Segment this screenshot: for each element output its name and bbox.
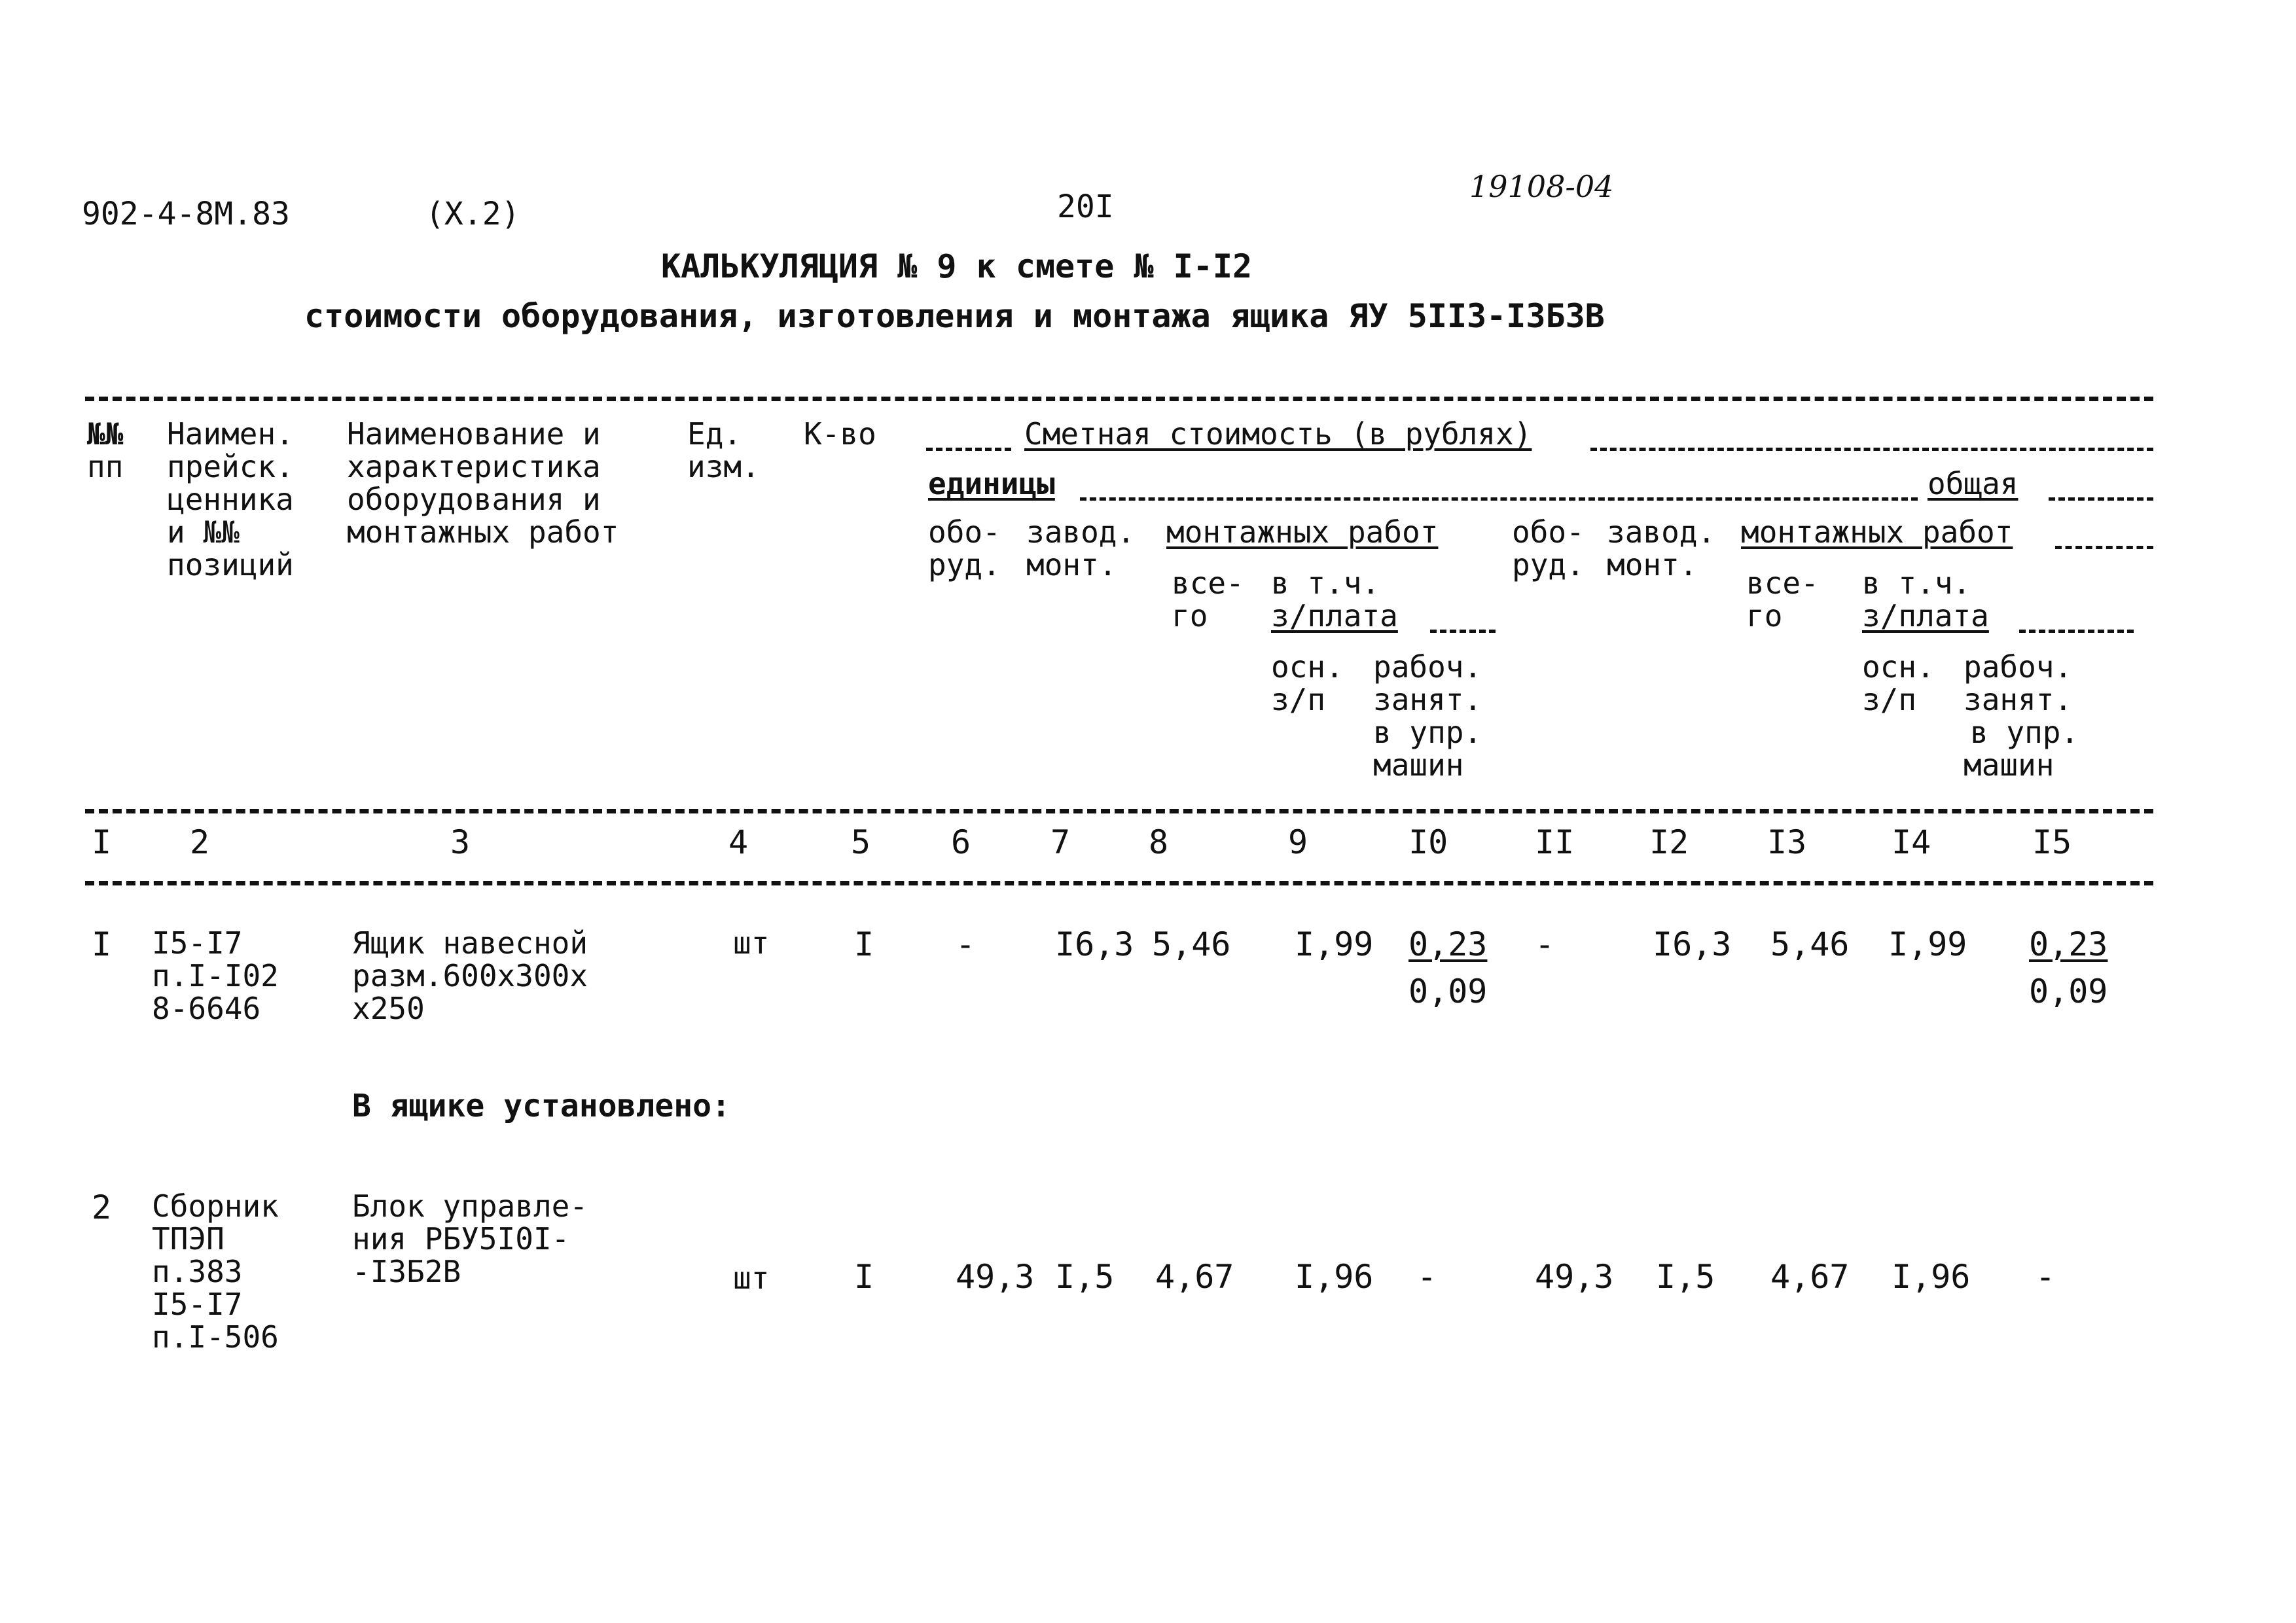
col-number-3: 3	[450, 823, 471, 861]
row2-col13: 4,67	[1770, 1258, 1850, 1296]
row2-price-ref-line2: ТПЭП	[152, 1221, 224, 1257]
row2-price-ref-line4: I5-I7	[152, 1287, 243, 1322]
row1-col14: I,99	[1888, 925, 1967, 963]
total-base-wage-line1: осн.	[1862, 649, 1935, 685]
unit-workers-line3: в упр.	[1373, 715, 1482, 750]
total-cost-group: общая	[1928, 466, 2018, 501]
row2-col8: 4,67	[1155, 1258, 1234, 1296]
total-incl: в т.ч.	[1862, 565, 1971, 601]
column-numbers-bottom-rule	[85, 881, 2153, 885]
row2-col12: I,5	[1656, 1258, 1715, 1296]
row2-number: 2	[92, 1188, 112, 1226]
row1-col10-top: 0,23	[1408, 925, 1488, 963]
unit-factory-line2: монт.	[1026, 547, 1117, 582]
total-total-line1: все-	[1746, 565, 1819, 601]
col-number-4: 4	[728, 823, 749, 861]
row2-price-ref-line1: Сборник	[152, 1188, 279, 1224]
unit-base-wage-line2: з/п	[1271, 682, 1326, 717]
unit-equip-line2: руд.	[928, 547, 1001, 582]
header-price-ref-line3: ценника	[167, 482, 294, 517]
row1-price-ref-line2: п.I-I02	[152, 958, 279, 993]
total-wage-rule	[2019, 630, 2134, 633]
col-number-14: I4	[1892, 823, 1931, 861]
subgroup-rule-right	[2049, 497, 2153, 501]
header-name-line4: монтажных работ	[347, 514, 619, 550]
row2-price-ref-line5: п.I-506	[152, 1319, 279, 1355]
row1-col10-bottom: 0,09	[1408, 972, 1488, 1010]
page-number: 20I	[1057, 188, 1114, 225]
row1-col12: I6,3	[1653, 925, 1732, 963]
row1-price-ref-line1: I5-I7	[152, 925, 243, 961]
document-code: 902-4-8М.83	[82, 196, 290, 232]
document-subtitle: стоимости оборудования, изготовления и монтажа ящика ЯУ 5II3-I3Б3В	[304, 297, 1605, 335]
row1-number: I	[92, 925, 112, 963]
row1-col15-top: 0,23	[2029, 925, 2108, 963]
row1-unit: шт	[733, 925, 770, 961]
header-num-line1: №№	[87, 416, 124, 452]
header-unit-line1: Ед.	[687, 416, 742, 452]
row2-name-line2: ния РБУ5I0I-	[352, 1221, 570, 1257]
unit-wage: з/плата	[1271, 598, 1398, 633]
unit-workers-line4: машин	[1373, 747, 1464, 783]
unit-wage-rule	[1430, 630, 1496, 633]
handwritten-reference: 19108-04	[1469, 169, 1614, 204]
row1-col11: -	[1535, 925, 1555, 963]
row1-col15-bottom: 0,09	[2029, 972, 2108, 1010]
header-price-ref-line2: прейск.	[167, 449, 294, 484]
section-note: В ящике установлено:	[352, 1088, 730, 1124]
total-base-wage-line2: з/п	[1862, 682, 1917, 717]
row2-quantity: I	[854, 1258, 874, 1296]
row2-col10: -	[1417, 1258, 1437, 1296]
row2-name-line1: Блок управле-	[352, 1188, 588, 1224]
document-title: КАЛЬКУЛЯЦИЯ № 9 к смете № I-I2	[661, 247, 1253, 285]
row2-col14: I,96	[1892, 1258, 1971, 1296]
header-quantity: К-во	[804, 416, 876, 452]
col-number-7: 7	[1050, 823, 1071, 861]
row2-col9: I,96	[1295, 1258, 1374, 1296]
col-number-2: 2	[190, 823, 210, 861]
row1-col7: I6,3	[1055, 925, 1134, 963]
total-wage: з/плата	[1862, 598, 1989, 633]
album-number: (X.2)	[425, 196, 520, 232]
row1-col9: I,99	[1295, 925, 1374, 963]
col-number-10: I0	[1408, 823, 1448, 861]
cost-title-rule-right	[1590, 448, 2153, 451]
unit-base-wage-line1: осн.	[1271, 649, 1344, 685]
total-workers-line4: машин	[1964, 747, 2054, 783]
row2-col15: -	[2036, 1258, 2056, 1296]
total-equip-line2: руд.	[1512, 547, 1585, 582]
row1-name-line2: разм.600х300х	[352, 958, 588, 993]
row2-col11: 49,3	[1535, 1258, 1614, 1296]
cost-title-rule-left	[926, 448, 1011, 451]
unit-workers-line2: занят.	[1373, 682, 1482, 717]
col-number-1: I	[92, 823, 112, 861]
total-montage-works: монтажных работ	[1741, 514, 2013, 550]
total-total-line2: го	[1746, 598, 1783, 633]
table-top-rule	[85, 397, 2153, 401]
col-number-12: I2	[1649, 823, 1689, 861]
unit-factory-line1: завод.	[1026, 514, 1136, 550]
unit-total-line1: все-	[1172, 565, 1244, 601]
unit-total-line2: го	[1172, 598, 1208, 633]
col-number-6: 6	[951, 823, 971, 861]
header-unit-line2: изм.	[687, 449, 760, 484]
header-name-line3: оборудования и	[347, 482, 601, 517]
header-num-line2: пп	[87, 449, 124, 484]
col-number-15: I5	[2032, 823, 2072, 861]
row2-price-ref-line3: п.383	[152, 1254, 243, 1289]
total-montage-rule	[2055, 546, 2153, 549]
row2-name-line3: -I3Б2В	[352, 1254, 461, 1289]
total-workers-line1: рабоч.	[1964, 649, 2073, 685]
row1-quantity: I	[854, 925, 874, 963]
unit-equip-line1: обо-	[928, 514, 1001, 550]
col-number-5: 5	[851, 823, 871, 861]
total-workers-line2: занят.	[1964, 682, 2073, 717]
col-number-9: 9	[1288, 823, 1308, 861]
row1-name-line1: Ящик навесной	[352, 925, 588, 961]
col-number-8: 8	[1149, 823, 1169, 861]
row2-col7: I,5	[1055, 1258, 1115, 1296]
header-name-line2: характеристика	[347, 449, 601, 484]
unit-incl: в т.ч.	[1271, 565, 1380, 601]
total-workers-line3: в упр.	[1970, 715, 2079, 750]
unit-cost-group: единицы	[928, 466, 1055, 501]
row1-col13: 5,46	[1770, 925, 1850, 963]
unit-montage-works: монтажных работ	[1166, 514, 1439, 550]
row1-price-ref-line3: 8-6646	[152, 991, 261, 1026]
col-number-11: II	[1535, 823, 1575, 861]
header-price-ref-line5: позиций	[167, 547, 294, 582]
total-factory-line1: завод.	[1607, 514, 1716, 550]
col-number-13: I3	[1767, 823, 1807, 861]
row1-col6: -	[956, 925, 976, 963]
unit-workers-line1: рабоч.	[1373, 649, 1482, 685]
header-price-ref-line4: и №№	[167, 514, 240, 550]
row1-name-line3: х250	[352, 991, 425, 1026]
header-price-ref-line1: Наимен.	[167, 416, 294, 452]
total-equip-line1: обо-	[1512, 514, 1585, 550]
cost-group-title: Сметная стоимость (в рублях)	[1024, 416, 1532, 452]
subgroup-rule	[1080, 497, 1918, 501]
row2-unit: шт	[733, 1260, 770, 1296]
row1-col8: 5,46	[1152, 925, 1231, 963]
total-factory-line2: монт.	[1607, 547, 1698, 582]
header-name-line1: Наименование и	[347, 416, 601, 452]
header-bottom-rule	[85, 809, 2153, 813]
row2-col6: 49,3	[956, 1258, 1035, 1296]
